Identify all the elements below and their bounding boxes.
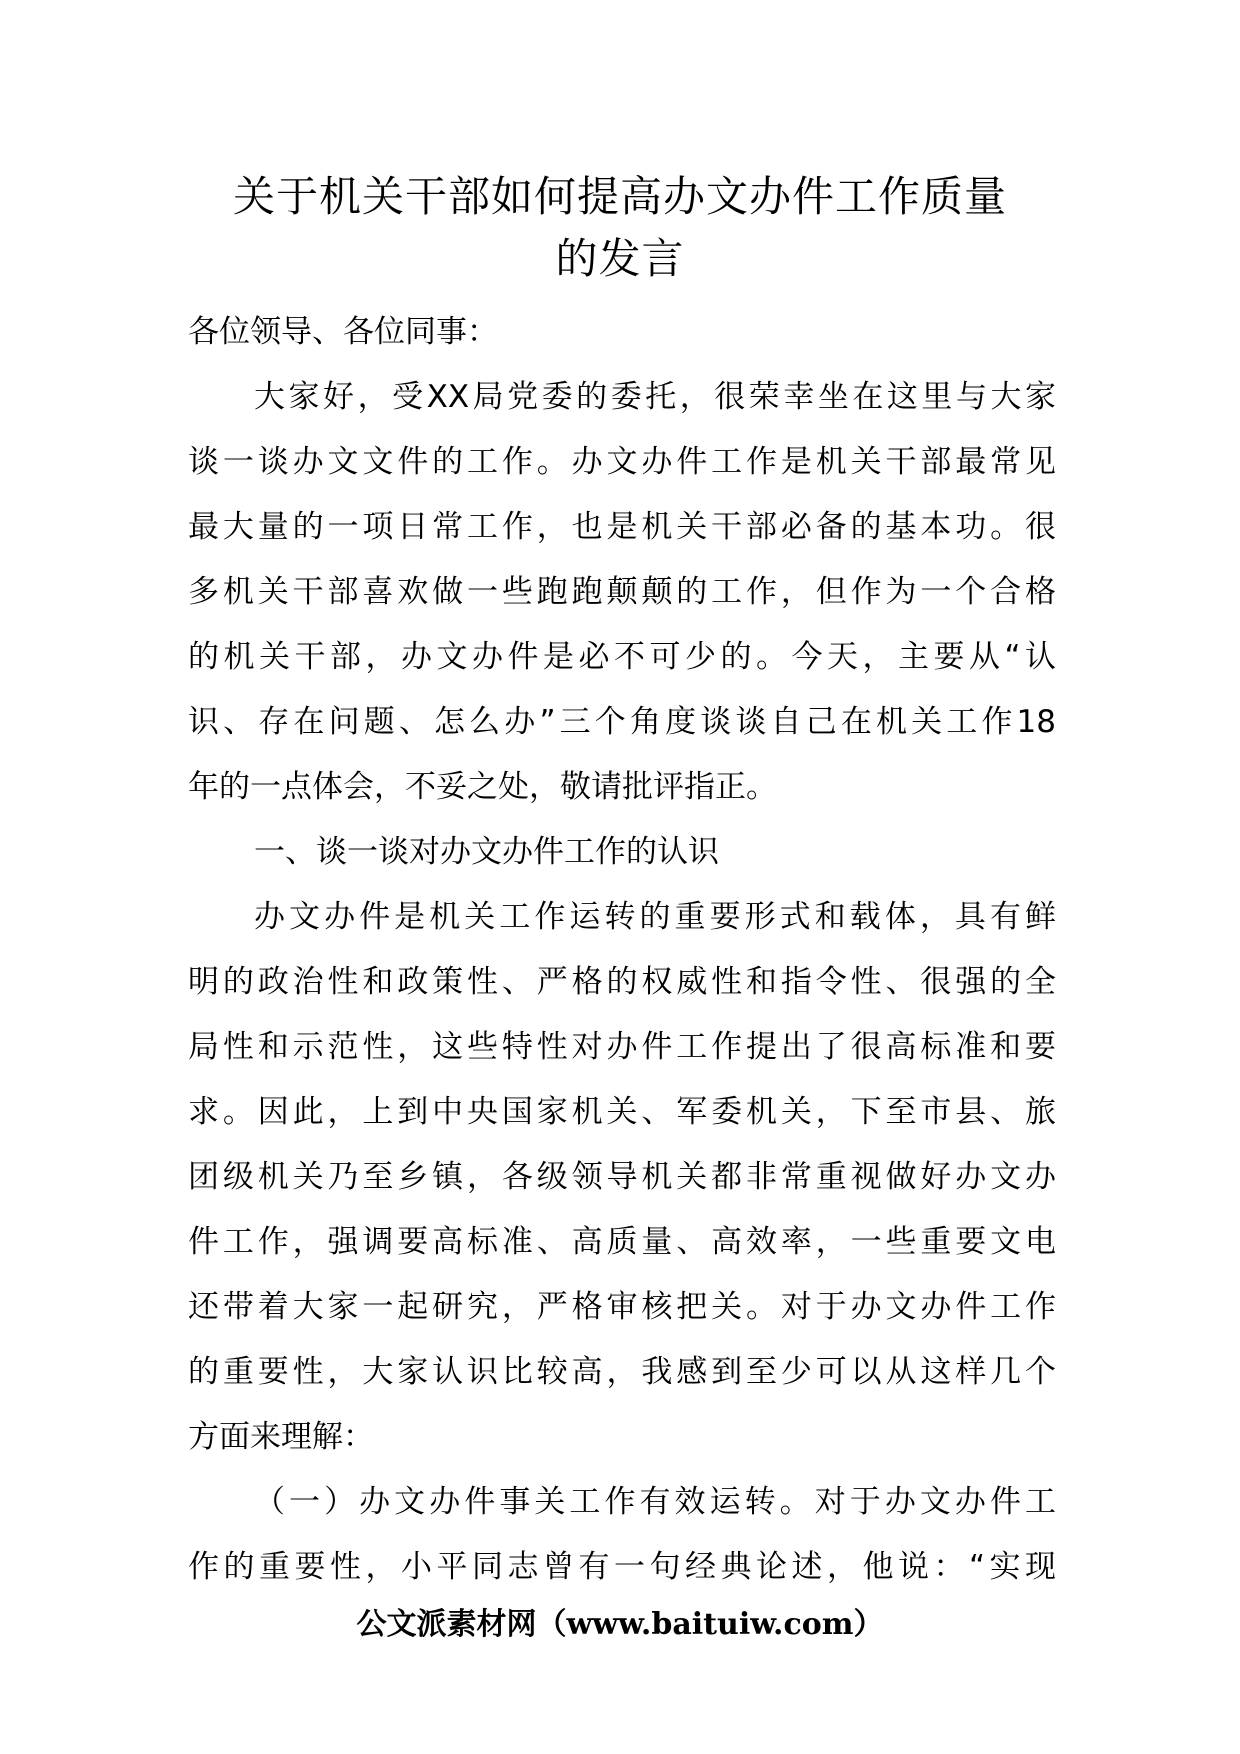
text-line: 年的一点体会，不妥之处，敬请批评指正。 [188,769,777,805]
text-line: 识、存在问题、怎么办”三个角度谈谈自己在机关工作18 [188,704,1056,740]
document-body [188,300,1056,1600]
text-line: 作的重要性，小平同志曾有一句经典论述，他说：“实现 [188,1549,1056,1585]
text-line: 方面来理解： [188,1419,374,1455]
text-line: （一）办文办件事关工作有效运转。对于办文办件工 [254,1484,1056,1520]
paragraph-intro [188,365,1056,820]
text-line: 大家好，受XX局党委的委托，很荣幸坐在这里与大家 [254,379,1056,415]
text-line: 谈一谈办文文件的工作。办文办件工作是机关干部最常见 [188,444,1056,480]
text-line: 多机关干部喜欢做一些跑跑颠颠的工作，但作为一个合格 [188,574,1056,610]
document-title [150,166,1090,290]
text-line: 求。因此，上到中央国家机关、军委机关，下至市县、旅 [188,1094,1056,1130]
paragraph-recognition [188,885,1056,1470]
text-line: 最大量的一项日常工作，也是机关干部必备的基本功。很 [188,509,1056,545]
title-line-2: 的发言 [555,234,685,283]
footer-watermark: 公文派素材网（www.baituiw.com） [356,1607,884,1642]
text-line: 办文办件是机关工作运转的重要形式和载体，具有鲜 [254,899,1056,935]
paragraph-subsection-1 [188,1470,1056,1600]
text-line: 明的政治性和政策性、严格的权威性和指令性、很强的全 [188,964,1056,1000]
title-line-1: 关于机关干部如何提高办文办件工作质量 [232,172,1007,221]
text-line: 的机关干部，办文办件是必不可少的。今天，主要从“认 [188,639,1056,675]
section-heading-1 [188,820,1056,885]
text-line: 件工作，强调要高标准、高质量、高效率，一些重要文电 [188,1224,1056,1260]
text-line: 一、谈一谈对办文办件工作的认识 [254,834,719,870]
text-line: 局性和示范性，这些特性对办件工作提出了很高标准和要 [188,1029,1056,1065]
text-line: 的重要性，大家认识比较高，我感到至少可以从这样几个 [188,1354,1056,1390]
text-line: 还带着大家一起研究，严格审核把关。对于办文办件工作 [188,1289,1056,1325]
text-line: 团级机关乃至乡镇，各级领导机关都非常重视做好办文办 [188,1159,1056,1195]
salutation: 各位领导、各位同事： [188,314,498,350]
